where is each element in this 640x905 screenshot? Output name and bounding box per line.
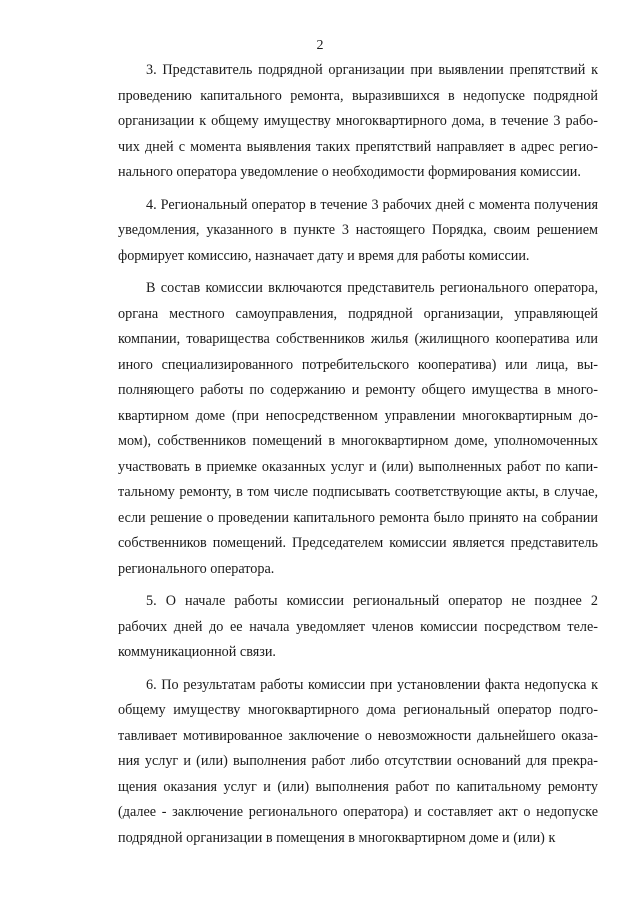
paragraph-item-5: 5. О начале работы комиссии региональный оператор не позднее 2 рабочих дней до ее начала уведомляет членов комиссии посредством телекоммуникационной связи. [118, 593, 598, 660]
paragraph-item-4: 4. Региональный оператор в течение 3 рабочих дней с момента получения уведомления, указанного в пункте 3 настоящего Порядка, своим решением формирует комиссию, назначает дату и время для работы комиссии. [118, 196, 598, 264]
paragraph-item-3: 3. Представитель подрядной организации при выявлении препятствий к проведению капитального ремонта, выразившихся в недопуске подрядной организации к общему имуществу многоквартирного дома, в течение 3 рабочих дней с момента выявления таких препятствий направляет в адрес регионального оператора уведомление о необходимости формирования комиссии. [118, 62, 598, 180]
page-number: 2 [316, 38, 324, 53]
paragraph-item-6: 6. По результатам работы комиссии при установлении факта недопуска к общему имуществу многоквартирного дома региональный оператор подготавливает мотивированное заключение о невозможности дальнейшего оказания услуг и (или) выполнения работ либо отсутствии оснований для прекращения оказания услуг и (или) выполнения работ по капитальному ремонту (далее - заключение регионального оператора) и составляет акт о недопуске подрядной организации в помещения в многоквартирном доме и (или) к [118, 676, 598, 846]
paragraph-commission-composition: В состав комиссии включаются представитель регионального оператора, органа местного самоуправления, подрядной организации, управляющей компании, товарищества собственников жилья (жилищного кооператива или иного специализированного потребительского кооператива) или лица, выполняющего работы по содержанию и ремонту общего имущества в многоквартирном доме (при непосредственном управлении многоквартирным домом), собственников помещений в многоквартирном доме, уполномоченных участвовать в приемке оказанных услуг и (или) выполненных работ по капитальному ремонту, в том числе подписывать соответствующие акты, в случае, если решение о проведении капитального ремонта было принято на собрании собственников помещений. Председателем комиссии является представитель регионального оператора. [118, 280, 598, 577]
document-body [118, 58, 598, 851]
